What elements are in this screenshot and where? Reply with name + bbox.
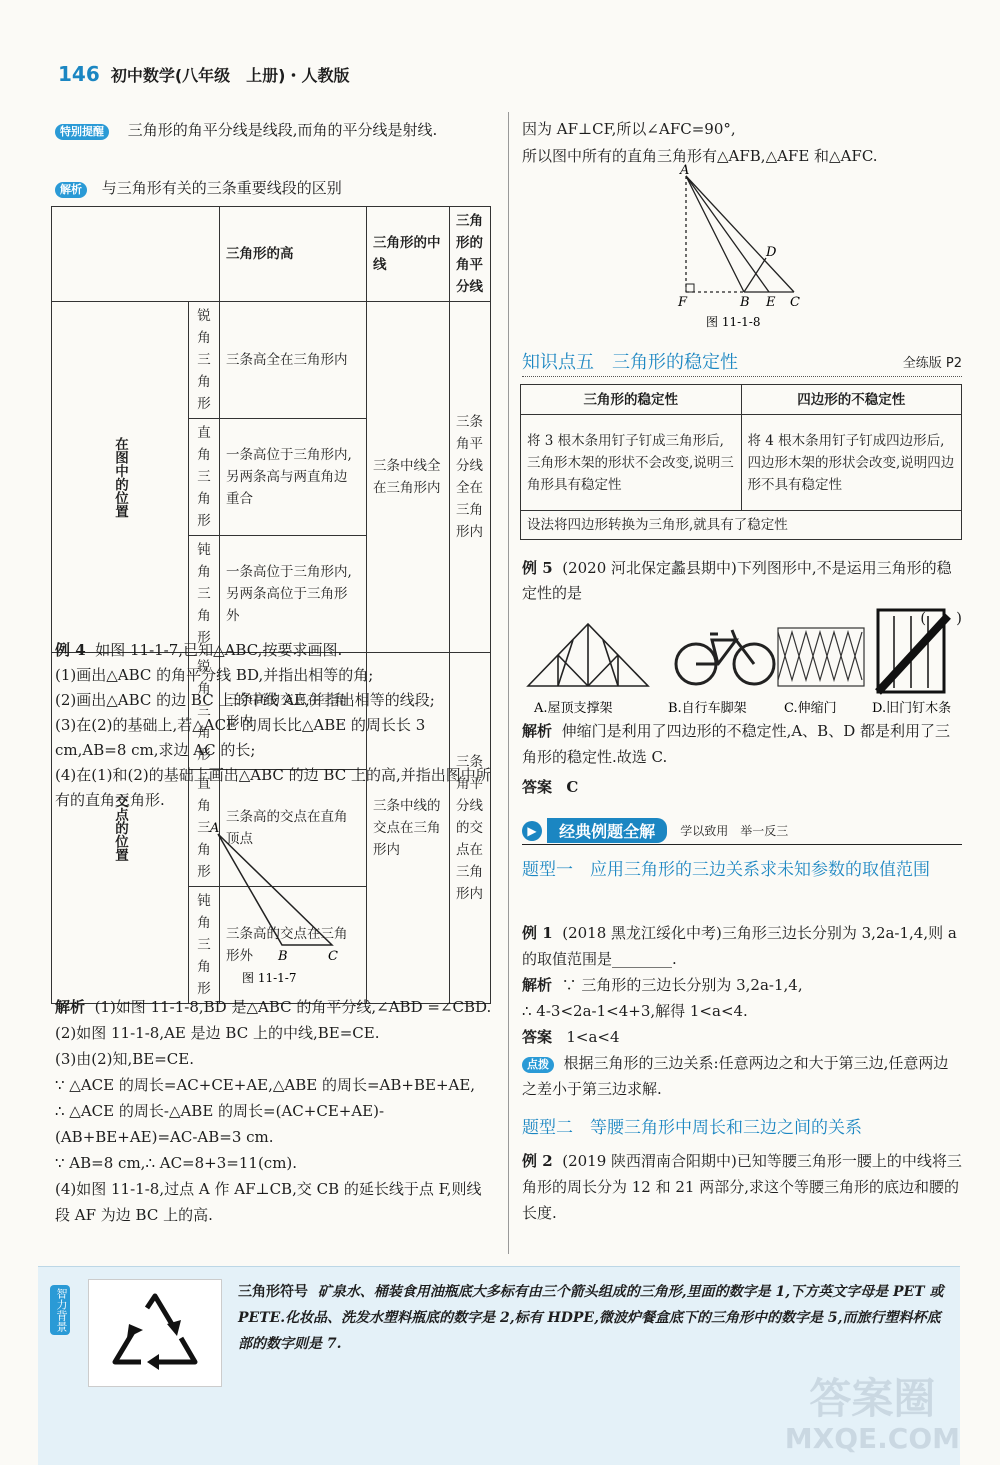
symbol-description: 三角形符号 矿泉水、桶装食用油瓶底大多标有由三个箭头组成的三角形,里面的数字是 1,下方英文字母是 PET 或 PETE.化妆品、洗发水塑料瓶底的数字是 2,标有 HDPE,微波炉餐盒底下的三角形中的数字是 5,而旅行塑料杯底部的数字则是 7. [238, 1284, 944, 1352]
label-b2: B [740, 295, 750, 310]
knowledge-point-5: 知识点五 三角形的稳定性 全练版 P2 [522, 348, 962, 377]
svg-text:D.旧门钉木条: D.旧门钉木条 [872, 701, 952, 716]
svg-text:C.伸缩门: C.伸缩门 [784, 701, 837, 716]
option-b-bicycle [676, 630, 774, 684]
label-c: C [328, 949, 338, 964]
group-position: 在图中的位置 [52, 302, 189, 653]
example-4-solution: 解析 (1)如图 11-1-8,BD 是△ABC 的角平分线,∠ABD =∠CBD. (2)如图 11-1-8,AE 是边 BC 上的中线,BE=CE. (3)由(2)知,BE=CE. ∵ △ACE 的周长=AC+CE+AE,△ABE 的周长=AB+BE+AE, ∴ △ACE 的周长-△ABE 的周长=(AC+CE+AE)-(AB+BE+AE)=AC-AB=3 cm. ∵ AB=8 cm,∴ AC=8+3=11(cm). (4)如图 11-1-8,过点 A 作 AF⊥CB,交 CB 的延长线于点 F,则线段 AF 为边 BC 上的高. [55, 998, 492, 1224]
page-number: 146 [58, 62, 100, 86]
question-type-2: 题型二 等腰三角形中周长和三边之间的关系 [522, 1118, 862, 1138]
speaker-icon: ▶ [522, 821, 542, 841]
side-tag: 智力背景 [50, 1285, 70, 1335]
option-a-roof-truss [528, 624, 648, 686]
recycle-symbol-card [88, 1279, 222, 1387]
tip-block [55, 118, 495, 142]
triangle-abc [218, 834, 332, 945]
book-title: 初中数学(八年级 上册)・人教版 [110, 66, 350, 85]
intellect-background-box [38, 1266, 960, 1465]
example-4-continued: 因为 AF⊥CF,所以∠AFC=90°, 所以图中所有的直角三角形有△AFB,△AFE 和△AFC. [522, 120, 878, 165]
page-header [58, 62, 498, 92]
segments-table: 三角形的高 三角形的中线 三角形的角平分线 在图中的位置 锐角三角形 三条高全在三角形内 三条中线全在三角形内 三条角平分线全在三角形内 直角三角形 一条高位于三角形内,另两条高与两直角边重合 钝角三角形 一条高位于三角形内,另两条高位于三角形外 交点的位置 锐角三角形 三条高的交点在三角形内 三条中线的交点在三角形内 三条角平分线的交点在三角形内 直角三角形 三条高的交点在直角顶点 钝角三角形 三条高的交点在三角形外 [51, 206, 491, 1004]
classic-examples-banner: ▶ 经典例题全解 学以致用 举一反三 [522, 818, 962, 845]
label-f: F [678, 295, 688, 310]
fig8-caption: 图 11-1-8 [706, 315, 761, 329]
th-median: 三角形的中线 [366, 207, 449, 302]
hint-tag: 点拨 [522, 1057, 554, 1073]
figure-11-1-7 [200, 820, 360, 990]
example-4: 例 4 如图 11-1-7,已知△ABC,按要求画图. (1)画出△ABC 的角平分线 BD,并指出相等的角; (2)画出△ABC 的边 BC 上的中线 AE,并指出相等的线段; (3)在(2)的基础上,若△ACE 的周长比△ABE 的周长长 3 cm,AB=8 cm,求边 AC 的长; (4)在(1)和(2)的基础上画出△ABC 的边 BC 上的高,并指出图中所有的直角三角形. [55, 641, 491, 809]
analysis-tag: 解析 [55, 182, 87, 198]
group-intersection: 交点的位置 [52, 653, 189, 1004]
svg-text:A.屋顶支撑架: A.屋顶支撑架 [534, 701, 613, 716]
option-c-folding-gate [778, 628, 864, 686]
stability-table: 三角形的稳定性 四边形的不稳定性 将 3 根木条用钉子钉成三角形后,三角形木架的形状不会改变,说明三角形具有稳定性 将 4 根木条用钉子钉成四边形后,四边形木架的形状会改变,说明四边形不具有稳定性 设法将四边形转换为三角形,就具有了稳定性 [520, 384, 962, 540]
option-d-door-with-brace [878, 610, 948, 692]
th-bisector: 三角形的角平分线 [449, 207, 490, 302]
example-5-solution: 解析 伸缩门是利用了四边形的不稳定性,A、B、D 都是利用了三角形的稳定性.故选 C. 答案 C [522, 722, 950, 796]
kp5-ref: 全练版 P2 [899, 352, 962, 371]
figure-11-1-8 [670, 164, 820, 334]
example-5: 例 5 (2020 河北保定蠡县期中)下列图形中,不是运用三角形的稳定性的是 ( ) [522, 559, 962, 627]
label-d: D [766, 245, 777, 260]
label-a2: A [680, 164, 690, 178]
watermark: 答案圈 MXQE.COM [784, 1374, 960, 1455]
example-1: 例 1 (2018 黑龙江绥化中考)三角形三边长分别为 3,2a-1,4,则 a 的取值范围是________. 解析 ∵ 三角形的三边长分别为 3,2a-1,4, ∴ 4-3<2a-1<4+3,解得 1<a<4. 答案 1<a<4 点拨 根据三角形的三边关系:任意两边之和大于第三边,任意两边之差小于第三边求解. [522, 924, 957, 1098]
label-b: B [278, 949, 288, 964]
svg-text:B.自行车脚架: B.自行车脚架 [668, 701, 747, 716]
th-height: 三角形的高 [219, 207, 366, 302]
label-a: A [210, 821, 220, 836]
recycle-triangle-icon [89, 1280, 221, 1386]
analysis-intro: 解析 与三角形有关的三条重要线段的区别 [55, 176, 495, 200]
label-c2: C [790, 295, 800, 310]
label-e: E [766, 295, 776, 310]
column-divider [508, 112, 509, 1254]
tip-tag: 特别提醒 [55, 124, 109, 140]
question-type-1: 题型一 应用三角形的三边关系求未知参数的取值范围 [522, 860, 930, 880]
example-2: 例 2 (2019 陕西渭南合阳期中)已知等腰三角形一腰上的中线将三角形的周长分为 12 和 21 两部分,求这个等腰三角形的底边和腰的长度. [522, 1152, 962, 1222]
fig7-caption: 图 11-1-7 [242, 971, 297, 985]
tip-text: 三角形的角平分线是线段,而角的平分线是射线. [127, 121, 438, 139]
